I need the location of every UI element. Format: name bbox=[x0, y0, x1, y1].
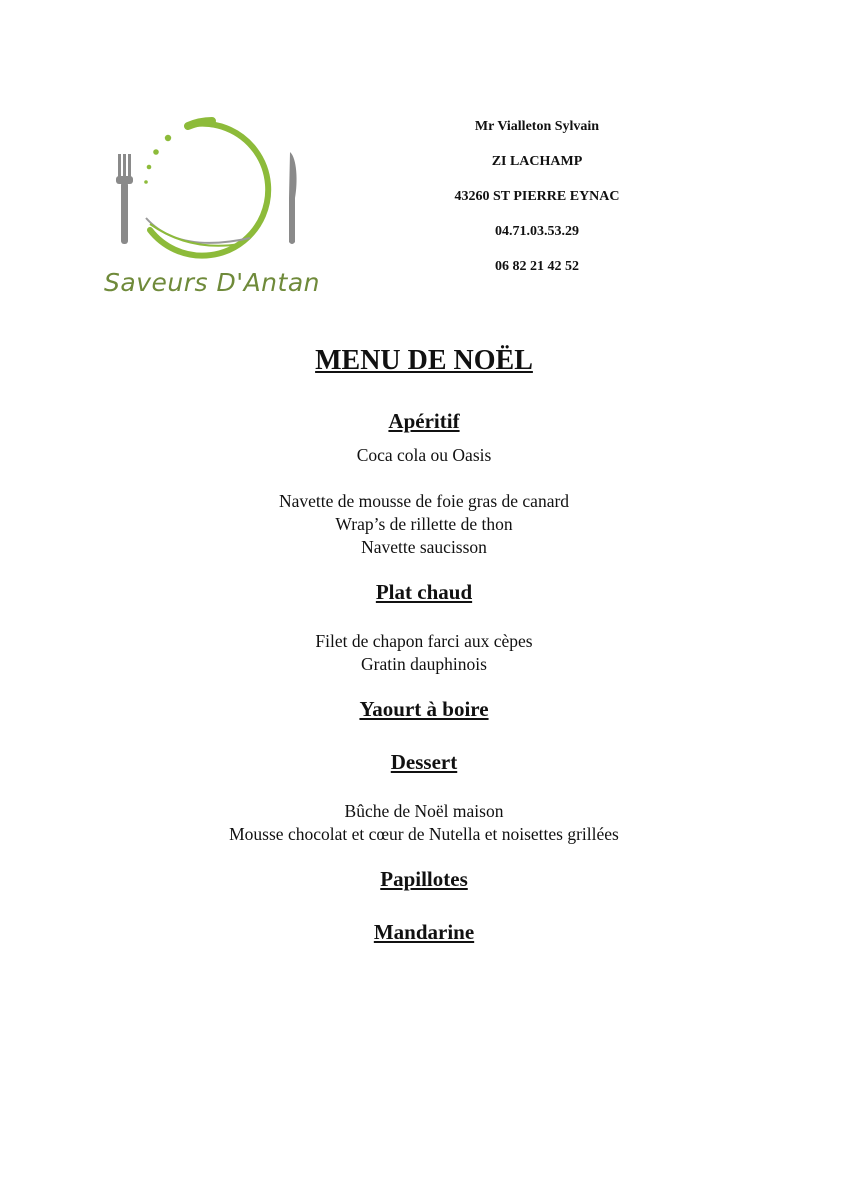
aperitif-item: Wrap’s de rillette de thon bbox=[335, 514, 513, 534]
contact-phone-mobile: 06 82 21 42 52 bbox=[495, 259, 579, 274]
dessert-item: Bûche de Noël maison bbox=[344, 801, 504, 821]
section-title-papillotes: Papillotes bbox=[380, 867, 468, 891]
section-title-dessert: Dessert bbox=[390, 750, 458, 774]
section-title-mandarine: Mandarine bbox=[373, 920, 475, 944]
aperitif-item: Navette saucisson bbox=[361, 537, 487, 557]
logo bbox=[100, 112, 320, 302]
plat-item: Gratin dauphinois bbox=[361, 654, 487, 674]
section-title-plat-chaud: Plat chaud bbox=[375, 580, 473, 604]
section-title-yaourt: Yaourt à boire bbox=[359, 697, 489, 721]
plat-item: Filet de chapon farci aux cèpes bbox=[315, 631, 533, 651]
section-title-aperitif: Apéritif bbox=[388, 409, 460, 433]
contact-street: ZI LACHAMP bbox=[491, 154, 583, 169]
menu bbox=[0, 340, 848, 947]
dessert-item: Mousse chocolat et cœur de Nutella et noisettes grillées bbox=[229, 824, 619, 844]
aperitif-item: Navette de mousse de foie gras de canard bbox=[278, 491, 570, 511]
aperitif-drink: Coca cola ou Oasis bbox=[356, 445, 492, 465]
contact-city: 43260 ST PIERRE EYNAC bbox=[454, 189, 620, 204]
plate-fork-knife-icon bbox=[100, 112, 315, 262]
contact-phone-landline: 04.71.03.53.29 bbox=[495, 224, 579, 239]
logo-wordmark: Saveurs D'Antan bbox=[104, 268, 320, 297]
contact-name: Mr Vialleton Sylvain bbox=[474, 119, 600, 134]
contact-block bbox=[417, 117, 657, 292]
menu-title: MENU DE NOËL bbox=[315, 345, 533, 376]
